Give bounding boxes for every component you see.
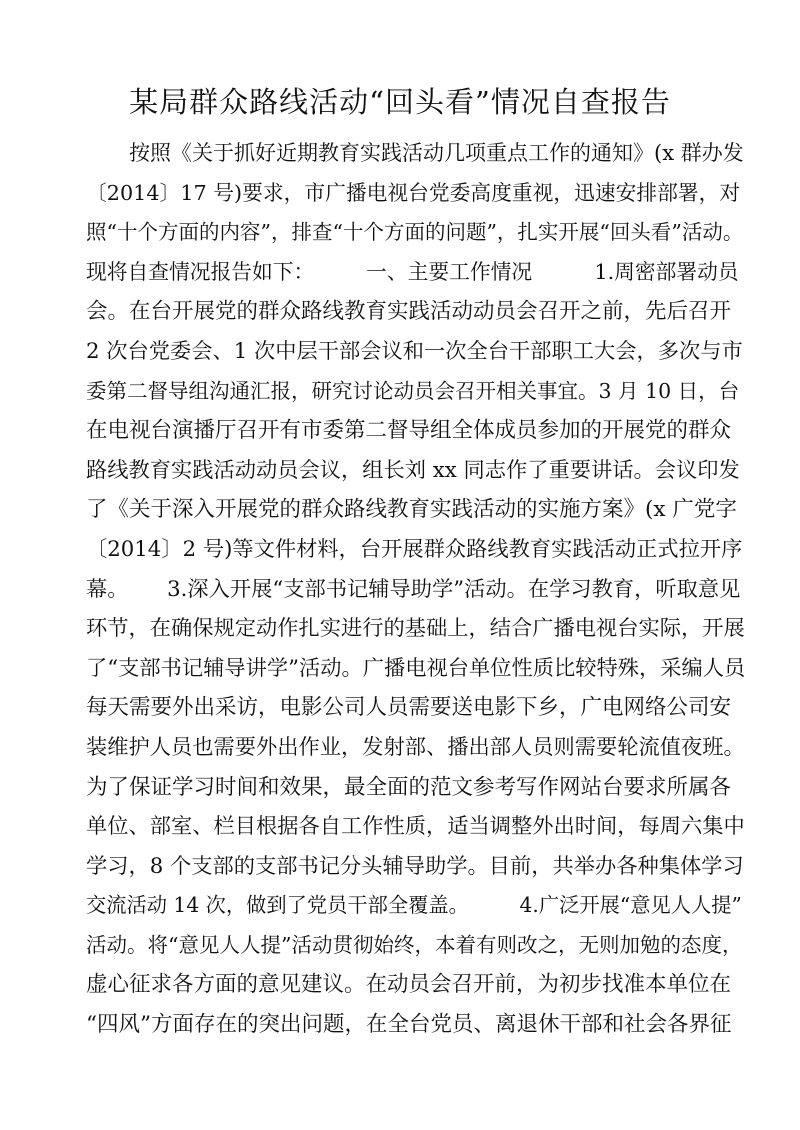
- text-line: 会。在台开展党的群众路线教育实践活动动员会召开之前，先后召开: [86, 299, 732, 325]
- text-line: 按照《关于抓好近期教育实践活动几项重点工作的通知》(x 群办发: [129, 141, 744, 165]
- text-line: “四风”方面存在的突出问题，在全台党员、离退休干部和社会各界征: [86, 1012, 732, 1038]
- text-line: 照“十个方面的内容”，排查“十个方面的问题”，扎实开展“回头看”活动。: [86, 220, 744, 245]
- text-line: 〔2014〕2 号)等文件材料，台开展群众路线教育实践活动正式拉开序: [86, 536, 743, 562]
- text-line: 幕。 3.深入开展“支部书记辅导助学”活动。在学习教育，听取意见: [86, 576, 741, 602]
- text-line: 了“支部书记辅导讲学”活动。广播电视台单位性质比较特殊，采编人员: [86, 655, 746, 681]
- text-line: 在电视台演播厅召开有市委第二督导组全体成员参加的开展党的群众: [86, 418, 732, 444]
- text-line: 学习，8 个支部的支部书记分头辅导助学。目前，共举办各种集体学习: [86, 853, 744, 879]
- text-line: 活动。将“意见人人提”活动贯彻始终，本着有则改之，无则加勉的态度，: [86, 932, 743, 957]
- text-line: 委第二督导组沟通汇报，研究讨论动员会召开相关事宜。3 月 10 日，台: [86, 378, 740, 403]
- text-line: 路线教育实践活动动员会议，组长刘 xx 同志作了重要讲话。会议印发: [86, 457, 740, 483]
- text-line: 环节，在确保规定动作扎实进行的基础上，结合广播电视台实际，开展: [86, 616, 745, 642]
- text-line: 了《关于深入开展党的群众路线教育实践活动的实施方案》(x 广党字: [86, 497, 737, 523]
- text-line: 单位、部室、栏目根据各自工作性质，适当调整外出时间，每周六集中: [86, 814, 745, 840]
- text-line: 2 次台党委会、1 次中层干部会议和一次全台干部职工大会，多次与市: [86, 338, 743, 364]
- text-line: 每天需要外出采访，电影公司人员需要送电影下乡，广电网络公司安: [86, 695, 732, 721]
- text-line: 虚心征求各方面的意见建议。在动员会召开前，为初步找准本单位在: [86, 972, 732, 998]
- document-title: 某局群众路线活动“回头看”情况自查报告: [129, 85, 671, 119]
- document-body: [86, 134, 746, 1045]
- text-line: 交流活动 14 次，做到了党员干部全覆盖。 4.广泛开展“意见人人提”: [86, 893, 742, 918]
- text-line: 〔2014〕17 号)要求，市广播电视台党委高度重视，迅速安排部署，对: [86, 180, 741, 205]
- text-line: 为了保证学习时间和效果，最全面的范文参考写作网站台要求所属各: [86, 774, 732, 800]
- text-line: 现将自查情况报告如下： 一、主要工作情况 1.周密部署动员: [86, 259, 739, 284]
- text-line: 装维护人员也需要外出作业，发射部、播出部人员则需要轮流值夜班。: [86, 734, 745, 760]
